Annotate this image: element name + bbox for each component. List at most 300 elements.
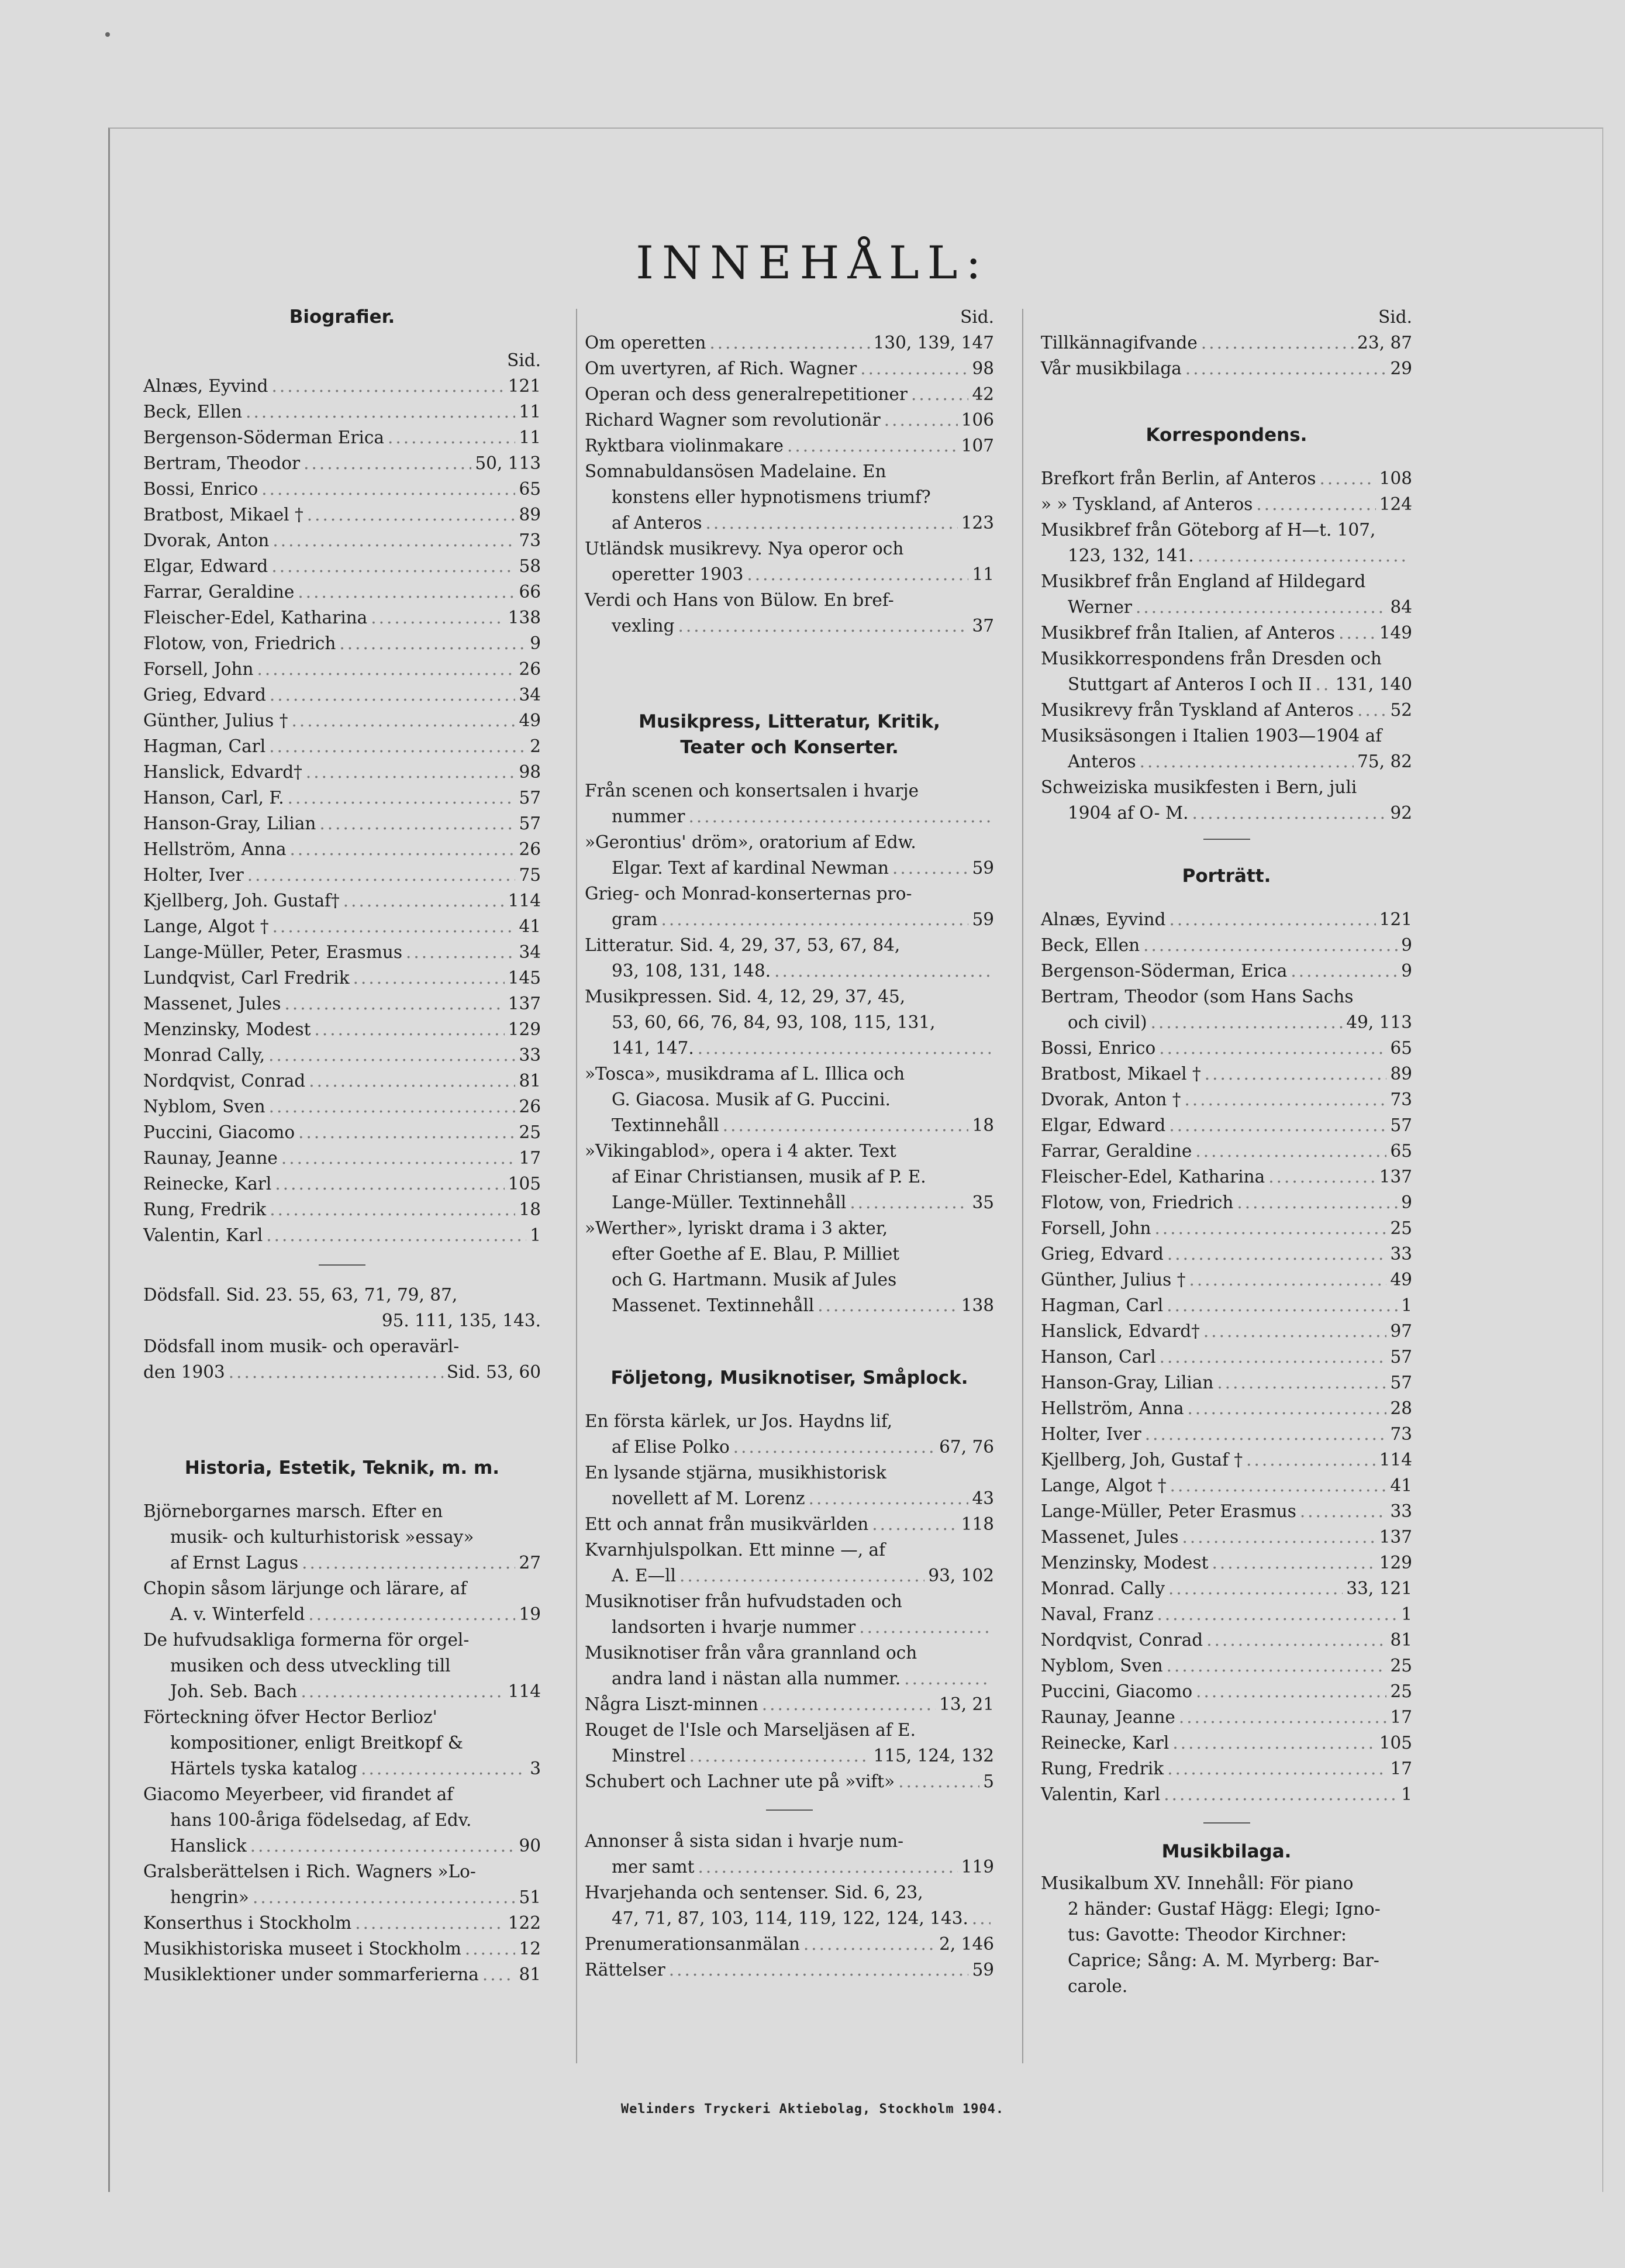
entry-title: Stuttgart af Anteros I och II <box>1068 674 1312 694</box>
entry-page: 17 <box>1390 1707 1412 1727</box>
leader-dots <box>281 1145 516 1171</box>
foljetong-list <box>585 1408 994 1794</box>
entry-line <box>1041 1009 1412 1035</box>
toc-entry <box>143 528 541 553</box>
entry-line <box>1041 1035 1412 1061</box>
leader-dots <box>361 1756 526 1781</box>
toc-entry <box>1041 1550 1412 1576</box>
leader-dots <box>229 1359 443 1385</box>
leader-dots <box>272 914 516 939</box>
toc-entry <box>1041 984 1412 1035</box>
toc-entry <box>1041 1704 1412 1730</box>
section-heading-musikpress-2: Teater och Konserter. <box>680 737 899 758</box>
leader-dots <box>1300 1498 1387 1524</box>
entry-title: Kjellberg, Joh, Gustaf † <box>1041 1450 1243 1470</box>
toc-entry <box>143 1145 541 1171</box>
musikbilaga-text <box>1041 1870 1412 1999</box>
leader-dots <box>1160 1344 1387 1370</box>
leader-dots <box>291 708 515 733</box>
entry-page: 114 <box>508 891 541 911</box>
entry-title: Naval, Franz <box>1041 1604 1154 1624</box>
musikpress-list <box>585 778 994 1318</box>
leader-dots <box>803 1931 936 1957</box>
leader-dots <box>1237 1190 1398 1215</box>
entry-title: Flotow, von, Friedrich <box>1041 1192 1234 1212</box>
page-title: INNEHÅLL: <box>636 237 989 289</box>
entry-title: Beck, Ellen <box>1041 935 1140 955</box>
divider <box>319 1264 365 1266</box>
entry-line: Musikbref från England af Hildegard <box>1041 571 1366 591</box>
entry-title: Musikrevy från Tyskland af Anteros <box>1041 700 1354 720</box>
leader-dots <box>1319 466 1375 491</box>
entry-title: Elgar, Edward <box>1041 1115 1166 1135</box>
entry-title: Om operetten <box>585 333 706 353</box>
entry-title: Massenet, Jules <box>143 994 281 1014</box>
entry-title: Hanslick, Edvard† <box>143 762 302 782</box>
entry-line: Musiknotiser från våra grannland och <box>585 1643 917 1663</box>
entry-title: Alnæs, Eyvind <box>1041 909 1166 929</box>
entry-line <box>1041 1653 1412 1678</box>
toc-entry <box>143 862 541 888</box>
toc-entry <box>1041 1756 1412 1781</box>
entry-line <box>1041 1447 1412 1473</box>
toc-entry <box>143 785 541 811</box>
entry-title: Bratbost, Mikael † <box>1041 1064 1201 1084</box>
entry-title: hengrin» <box>170 1887 249 1907</box>
toc-entry <box>143 1704 541 1781</box>
entry-page: 2, 146 <box>939 1934 994 1954</box>
entry-line: Giacomo Meyerbeer, vid firandet af <box>143 1784 454 1804</box>
leader-dots <box>859 1614 991 1640</box>
entry-title: Musiklektioner under sommarferierna <box>143 1964 479 1984</box>
toc-entry <box>585 381 994 407</box>
entry-page: 19 <box>519 1604 541 1624</box>
entry-title: 93, 108, 131, 148. <box>612 961 771 981</box>
entry-line <box>1041 1112 1412 1138</box>
leader-dots <box>1189 1267 1386 1292</box>
entry-title: Bratbost, Mikael † <box>143 505 303 525</box>
leader-dots <box>898 1769 979 1794</box>
entry-page: 75, 82 <box>1357 752 1412 771</box>
toc-entry <box>1041 1138 1412 1164</box>
toc-entry <box>1041 1730 1412 1756</box>
leader-dots <box>272 373 505 399</box>
section-heading-musikpress-1: Musikpress, Litteratur, Kritik, <box>639 711 940 732</box>
toc-entry <box>143 1576 541 1627</box>
leader-dots <box>1164 1781 1398 1807</box>
toc-entry <box>1041 1678 1412 1704</box>
entry-page: 58 <box>519 556 541 576</box>
toc-entry <box>585 1460 994 1511</box>
entry-title: landsorten i hvarje nummer <box>612 1617 856 1637</box>
leader-dots <box>1145 1421 1387 1447</box>
entry-line <box>585 1292 994 1318</box>
entry-page: 138 <box>961 1295 994 1315</box>
leader-dots <box>1192 800 1387 826</box>
entry-line: musiken och dess utveckling till <box>170 1656 451 1676</box>
entry-page: 119 <box>961 1857 994 1877</box>
entry-title: Konserthus i Stockholm <box>143 1913 352 1933</box>
leader-dots <box>698 1035 991 1061</box>
entry-line <box>585 1905 994 1931</box>
entry-line: Musiknotiser från hufvudstaden och <box>585 1591 902 1611</box>
entry-line <box>1041 800 1412 826</box>
entry-title: Bergenson-Söderman Erica <box>143 428 384 447</box>
toc-entry <box>585 1138 994 1215</box>
entry-line <box>585 1614 994 1640</box>
entry-page: 9 <box>1401 1192 1412 1212</box>
toc-entry <box>585 433 994 459</box>
entry-line: De hufvudsakliga formerna för orgel- <box>143 1630 470 1650</box>
toc-entry <box>585 459 994 536</box>
entry-title: Dvorak, Anton <box>143 530 270 550</box>
toc-entry <box>143 1222 541 1248</box>
entry-page: 121 <box>1379 909 1412 929</box>
entry-page: 1 <box>530 1225 541 1245</box>
leader-dots <box>1157 1601 1398 1627</box>
leader-dots <box>1212 1550 1375 1576</box>
entry-page: 27 <box>519 1553 541 1573</box>
leader-dots <box>343 888 505 914</box>
leader-dots <box>253 1884 516 1910</box>
entry-line <box>143 1884 541 1910</box>
musikbilaga-line: carole. <box>1068 1976 1128 1996</box>
entry-line <box>143 1756 541 1781</box>
leader-dots <box>1196 1678 1386 1704</box>
entry-page: 115, 124, 132 <box>873 1746 994 1766</box>
entry-title: Nordqvist, Conrad <box>143 1071 306 1091</box>
entry-line <box>1041 1704 1412 1730</box>
leader-dots <box>1167 1756 1386 1781</box>
entry-title: 141, 147. <box>612 1038 694 1058</box>
section-heading-historia: Historia, Estetik, Teknik, m. m. <box>184 1457 500 1478</box>
entry-line <box>585 1769 994 1794</box>
entry-line <box>585 1511 994 1537</box>
entry-page: 28 <box>1390 1398 1412 1418</box>
leader-dots <box>1291 958 1398 984</box>
toc-entry <box>1041 1292 1412 1318</box>
column-right <box>1041 304 1412 1999</box>
toc-entry <box>585 778 994 829</box>
leader-dots <box>884 407 958 433</box>
entry-title: Härtels tyska katalog <box>170 1759 358 1778</box>
sid-label: Sid. <box>507 350 541 370</box>
entry-page: 12 <box>519 1939 541 1959</box>
entry-page: 26 <box>519 659 541 679</box>
toc-entry <box>1041 1318 1412 1344</box>
leader-dots <box>661 906 969 932</box>
entry-page: 33 <box>519 1045 541 1065</box>
entry-line: af Einar Christiansen, musik af P. E. <box>612 1167 926 1187</box>
leader-dots <box>1205 1061 1387 1087</box>
entry-title: Hanson, Carl <box>1041 1347 1156 1367</box>
column-divider-left <box>576 309 577 2063</box>
toc-entry <box>143 1962 541 1987</box>
leader-dots <box>1167 1653 1387 1678</box>
toc-entry <box>143 759 541 785</box>
entry-page: 121 <box>508 376 541 396</box>
entry-title: novellett af M. Lorenz <box>612 1488 805 1508</box>
entry-page: 1 <box>1401 1784 1412 1804</box>
entry-title: Valentin, Karl <box>143 1225 263 1245</box>
leader-dots <box>275 1171 504 1197</box>
entry-line: Musikpressen. Sid. 4, 12, 29, 37, 45, <box>585 987 906 1007</box>
leader-dots <box>353 965 505 991</box>
entry-line: Förteckning öfver Hector Berlioz' <box>143 1707 437 1727</box>
entry-title: Hanslick <box>170 1836 247 1856</box>
entry-page: 25 <box>1390 1656 1412 1676</box>
toc-entry <box>143 605 541 630</box>
section-heading-musikbilaga: Musikbilaga. <box>1161 1841 1292 1862</box>
leader-dots <box>1168 1576 1343 1601</box>
entry-title: Lange, Algot † <box>1041 1476 1167 1495</box>
entry-title: Ryktbara violinmakare <box>585 436 784 456</box>
entry-page: 73 <box>1390 1090 1412 1109</box>
entry-page: 59 <box>972 909 994 929</box>
entry-title: Holter, Iver <box>1041 1424 1141 1444</box>
entry-page: 11 <box>972 564 994 584</box>
entry-line <box>585 561 994 587</box>
entry-line <box>1041 1730 1412 1756</box>
entry-line <box>1041 932 1412 958</box>
toc-entry <box>143 914 541 939</box>
entry-line <box>1041 1164 1412 1190</box>
entry-page: 65 <box>1390 1038 1412 1058</box>
entry-page: 66 <box>519 582 541 602</box>
toc-entry <box>585 587 994 639</box>
entry-line: Utländsk musikrevy. Nya operor och <box>585 539 904 559</box>
entry-title: Hagman, Carl <box>1041 1295 1164 1315</box>
entry-page: 84 <box>1390 597 1412 617</box>
toc-entry <box>1041 1035 1412 1061</box>
entry-page: 131, 140 <box>1335 674 1412 694</box>
leader-dots <box>1203 1318 1387 1344</box>
leader-dots <box>709 330 870 356</box>
notices-list <box>1041 330 1412 381</box>
korrespondens-list <box>1041 466 1412 826</box>
entry-title: mer samt <box>612 1857 695 1877</box>
toc-entry <box>1041 1267 1412 1292</box>
entry-title: Nyblom, Sven <box>143 1097 265 1116</box>
entry-title: Bertram, Theodor <box>143 453 301 473</box>
entry-page: 33, 121 <box>1346 1578 1412 1598</box>
entry-line: »Gerontius' dröm», oratorium af Edw. <box>585 832 916 852</box>
toc-entry <box>143 836 541 862</box>
toc-entry <box>585 1588 994 1640</box>
toc-entry <box>143 1171 541 1197</box>
leader-dots <box>1246 1447 1376 1473</box>
entry-line: En första kärlek, ur Jos. Haydns lif, <box>585 1411 893 1431</box>
entry-line <box>1041 1395 1412 1421</box>
entry-line: Rouget de l'Isle och Marseljäsen af E. <box>585 1720 916 1740</box>
entry-line: Musikbref från Göteborg af H—t. 107, <box>1041 520 1376 540</box>
entry-title: Günther, Julius † <box>143 711 288 730</box>
entry-line <box>1041 1678 1412 1704</box>
entry-page: 34 <box>519 942 541 962</box>
leader-dots <box>301 1678 504 1704</box>
entry-page: 59 <box>972 858 994 878</box>
leader-dots <box>250 1833 516 1859</box>
entry-title: 123, 132, 141. <box>1068 546 1194 566</box>
entry-title: Lange, Algot † <box>143 916 269 936</box>
toc-entry <box>143 656 541 682</box>
entry-title: Günther, Julius † <box>1041 1270 1186 1290</box>
entry-page: 145 <box>508 968 541 988</box>
entry-title: Menzinsky, Modest <box>1041 1553 1209 1573</box>
entry-title: Reinecke, Karl <box>1041 1733 1169 1753</box>
leader-dots <box>678 613 969 639</box>
entry-title: Nordqvist, Conrad <box>1041 1630 1203 1650</box>
toc-entry <box>585 1880 994 1931</box>
toc-entry <box>585 356 994 381</box>
entry-line <box>585 855 994 881</box>
entry-line <box>1041 1215 1412 1241</box>
entry-page: 107 <box>961 436 994 456</box>
toc-entry <box>1041 646 1412 697</box>
toc-entry <box>1041 356 1412 381</box>
divider <box>766 1809 813 1811</box>
entry-page: 90 <box>519 1836 541 1856</box>
entry-title: Lange-Müller, Peter Erasmus <box>1041 1501 1296 1521</box>
entry-page: 18 <box>972 1115 994 1135</box>
entry-page: 34 <box>519 685 541 705</box>
entry-line: Chopin såsom lärjunge och lärare, af <box>143 1578 467 1598</box>
entry-line: »Vikingablod», opera i 4 akter. Text <box>585 1141 896 1161</box>
toc-entry <box>585 881 994 932</box>
toc-entry <box>1041 932 1412 958</box>
entry-page: 93, 102 <box>928 1566 994 1585</box>
entry-title: Prenumerationsanmälan <box>585 1934 800 1954</box>
entry-line: Grieg- och Monrad-konserternas pro- <box>585 884 912 904</box>
entry-line <box>1041 491 1412 517</box>
leader-dots <box>1143 932 1398 958</box>
section-heading-biografier: Biografier. <box>289 306 395 328</box>
musikbilaga-line: 2 händer: Gustaf Hägg: Elegi; Igno- <box>1068 1899 1381 1919</box>
entry-line: hans 100-åriga födelsedag, af Edv. <box>170 1810 472 1830</box>
toc-entry <box>1041 906 1412 932</box>
leader-dots <box>298 579 515 605</box>
page-speck <box>105 32 110 37</box>
toc-entry <box>1041 330 1412 356</box>
entry-line <box>585 1563 994 1588</box>
entry-line <box>1041 1138 1412 1164</box>
entry-line <box>585 1691 994 1717</box>
entry-title: Brefkort från Berlin, af Anteros <box>1041 468 1316 488</box>
entry-page: 105 <box>508 1174 541 1194</box>
leader-dots <box>302 1550 515 1576</box>
leader-dots <box>860 356 968 381</box>
entry-title: Forsell, John <box>143 659 254 679</box>
toc-entry <box>1041 517 1412 568</box>
entry-line: »Werther», lyriskt drama i 3 akter, <box>585 1218 888 1238</box>
entry-line: »Tosca», musikdrama af L. Illica och <box>585 1064 905 1084</box>
leader-dots <box>787 433 958 459</box>
leader-dots <box>1188 1395 1387 1421</box>
toc-entry <box>143 425 541 450</box>
entry-line <box>143 1833 541 1859</box>
musikbilaga-line: Caprice; Sång: A. M. Myrberg: Bar- <box>1068 1950 1379 1970</box>
toc-entry <box>143 1197 541 1222</box>
entry-line <box>585 1666 994 1691</box>
entry-page: 108 <box>1379 468 1412 488</box>
entry-line: Björneborgarnes marsch. Efter en <box>143 1501 443 1521</box>
leader-dots <box>1136 594 1386 620</box>
entry-page: 13, 21 <box>939 1694 994 1714</box>
leader-dots <box>774 958 991 984</box>
toc-entry <box>143 811 541 836</box>
leader-dots <box>1140 749 1354 774</box>
entry-line <box>1041 1576 1412 1601</box>
leader-dots <box>465 1936 516 1962</box>
leader-dots <box>247 862 516 888</box>
entry-page: 129 <box>1379 1553 1412 1573</box>
entry-title: Raunay, Jeanne <box>143 1148 278 1168</box>
entry-page: 89 <box>519 505 541 525</box>
leader-dots <box>762 1691 936 1717</box>
dodsfall-line-2: 95. 111, 135, 143. <box>381 1311 541 1331</box>
leader-dots <box>706 510 958 536</box>
entry-line: Verdi och Hans von Bülow. En bref- <box>585 590 894 610</box>
toc-entry <box>1041 1601 1412 1627</box>
entry-line <box>1041 543 1412 568</box>
leader-dots <box>1195 1138 1386 1164</box>
section-heading-foljetong: Följetong, Musiknotiser, Småplock. <box>610 1367 968 1388</box>
entry-line <box>1041 1087 1412 1112</box>
historia-list <box>143 1498 541 1987</box>
toc-entry <box>585 1537 994 1588</box>
entry-line <box>585 1190 994 1215</box>
entry-page: 2 <box>530 736 541 756</box>
entry-title: Hanslick, Edvard† <box>1041 1321 1200 1341</box>
entry-line: Litteratur. Sid. 4, 29, 37, 53, 67, 84, <box>585 935 901 955</box>
musikbilaga-line: Musikalbum XV. Innehåll: För piano <box>1041 1873 1354 1893</box>
entry-line: efter Goethe af E. Blau, P. Milliet <box>612 1244 900 1264</box>
entry-line <box>1041 749 1412 774</box>
leader-dots <box>1182 1524 1375 1550</box>
entry-title: Operan och dess generalrepetitioner <box>585 384 908 404</box>
leader-dots <box>1169 906 1376 932</box>
entry-line <box>1041 594 1412 620</box>
entry-title: Bergenson-Söderman, Erica <box>1041 961 1288 981</box>
entry-page: 25 <box>519 1122 541 1142</box>
leader-dots <box>1315 671 1331 697</box>
leader-dots <box>1155 1215 1387 1241</box>
leader-dots <box>1338 620 1376 646</box>
toc-entry <box>143 450 541 476</box>
entry-page: 106 <box>961 410 994 430</box>
entry-title: Lange-Müller, Peter, Erasmus <box>143 942 403 962</box>
toc-entry <box>143 1936 541 1962</box>
entry-page: 25 <box>1390 1218 1412 1238</box>
entry-line: Schweiziska musikfesten i Bern, juli <box>1041 777 1357 797</box>
entry-line <box>1041 1267 1412 1292</box>
entry-title: A. v. Winterfeld <box>170 1604 305 1624</box>
articles-list <box>585 330 994 639</box>
toc-entry <box>143 476 541 502</box>
leader-dots <box>261 476 515 502</box>
entry-page: 129 <box>508 1019 541 1039</box>
toc-entry <box>585 1931 994 1957</box>
entry-line <box>585 433 994 459</box>
toc-entry <box>1041 1653 1412 1678</box>
toc-entry <box>1041 1061 1412 1087</box>
entry-page: 26 <box>519 1097 541 1116</box>
toc-entry <box>1041 1627 1412 1653</box>
entry-line: Från scenen och konsertsalen i hvarje <box>585 781 919 801</box>
entry-line: Bertram, Theodor (som Hans Sachs <box>1041 987 1354 1007</box>
entry-title: gram <box>612 909 658 929</box>
toc-entry <box>1041 1395 1412 1421</box>
